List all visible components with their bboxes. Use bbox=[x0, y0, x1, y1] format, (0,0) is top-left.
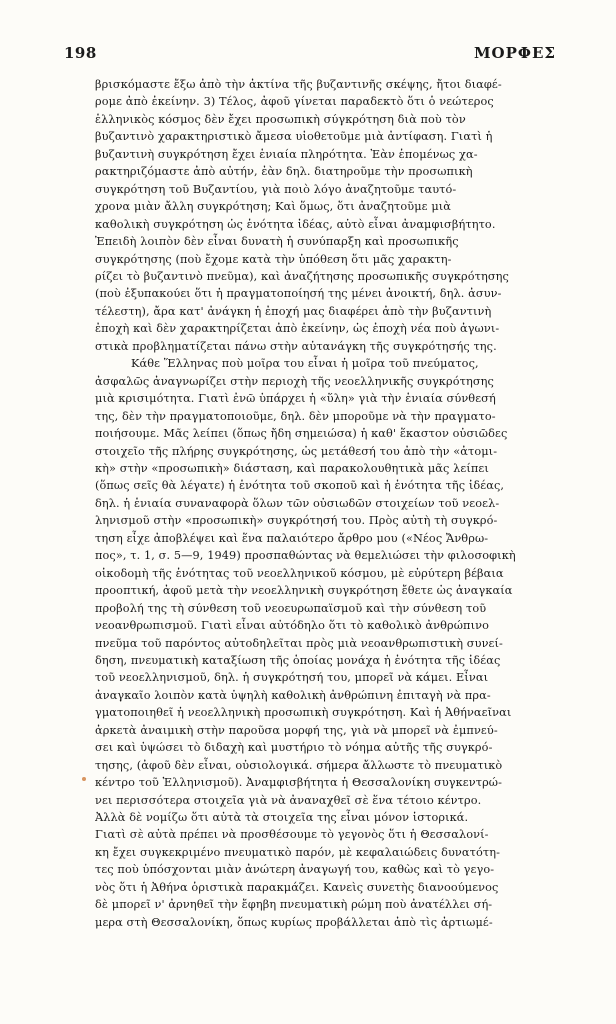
text-line: συγκρότησης (ποὺ ἔχομε κατὰ τὴν ὑπόθεση ὅτι μᾶς χαρακτη- bbox=[95, 252, 452, 266]
text-line: Ἐπειδὴ λοιπὸν δὲν εἶναι δυνατὴ ἡ συνύπαρξη καὶ προσωπικῆς bbox=[95, 235, 459, 249]
text-line: (ὅπως σεῖς θὰ λέγατε) ἡ ἑνότητα τοῦ σκοποῦ καὶ ἡ ἑνότητα τῆς ἰδέας, bbox=[95, 479, 505, 493]
text-line: νεοανθρωπισμοῦ. Γιατὶ εἶναι αὐτόδηλο ὅτι τὸ καθολικὸ ἀνθρώπινο bbox=[95, 619, 489, 633]
text-line: ληνισμοῦ στὴν «προσωπικὴ» συγκρότησή του. Πρὸς αὐτὴ τὴ συγκρό- bbox=[95, 514, 498, 528]
page-number: 198 bbox=[64, 44, 97, 62]
text-line: τηση εἶχε ἀποβλέψει καὶ ἕνα παλαιότερο ἄρθρο μου («Νέος Ἄνθρω- bbox=[95, 531, 489, 545]
running-head: ΜΟΡΦΕΣ bbox=[473, 44, 556, 62]
text-line: Ἀλλὰ δὲ νομίζω ὅτι αὐτὰ τὰ στοιχεῖα της εἶναι μόνον ἱστορικά. bbox=[95, 811, 469, 825]
text-line: ἀσφαλῶς ἀναγνωρίζει στὴν περιοχὴ τῆς νεοελληνικῆς συγκρότησης bbox=[95, 374, 494, 388]
text-line: συγκρότηση τοῦ Βυζαντίου, γιὰ ποιὸ λόγο ἀναζητοῦμε ταυτό- bbox=[95, 182, 457, 196]
text-line: νει περισσότερα στοιχεῖα γιὰ νὰ ἀναναχθεῖ σὲ ἕνα τέτοιο κέντρο. bbox=[95, 793, 482, 807]
text-line: βυζαντινὸ χαρακτηριστικὸ ἄμεσα υἱοθετοῦμε μιὰ ἀντίφαση. Γιατὶ ἡ bbox=[95, 130, 493, 144]
body-text bbox=[95, 76, 585, 931]
text-line: ρομε ἀπὸ ἐκείνην. 3) Τέλος, ἀφοῦ γίνεται παραδεκτὸ ὅτι ὁ νεώτερος bbox=[95, 95, 494, 109]
text-line: ἑλληνικὸς κόσμος δὲν ἔχει προσωπικὴ σύγκρότηση διὰ ποὺ τὸν bbox=[95, 112, 466, 126]
text-line: Γιατὶ σὲ αὐτὰ πρέπει νὰ προσθέσουμε τὸ γεγονὸς ὅτι ἡ Θεσσαλονί- bbox=[95, 828, 489, 842]
text-line: τοῦ νεοελληνισμοῦ, δηλ. ἡ συγκρότησή του, μπορεῖ νὰ κάμει. Εἶναι bbox=[95, 671, 489, 685]
text-line: προοπτική, ἀφοῦ μετὰ τὴν νεοελληνικὴ συγκρότηση ἔθετε ὡς ἀναγκαία bbox=[95, 584, 513, 598]
text-line: νὸς ὅτι ἡ Ἀθήνα ὁριστικὰ παρακμάζει. Κανεὶς συνετὴς διανοούμενος bbox=[95, 880, 499, 894]
text-line: πνεῦμα τοῦ παρόντος αὐτοδηλεῖται πρὸς μιὰ νεοανθρωπιστικὴ συνεί- bbox=[95, 636, 503, 650]
text-line: στοιχεῖο τῆς πλήρης συγκρότησης, ὡς μετάθεσή του ἀπὸ τὴν «ἀτομι- bbox=[95, 444, 498, 458]
text-line: ἐποχὴ καὶ δὲν χαρακτηρίζεται ἀπὸ ἐκείνην, ὡς ἐποχὴ νέα ποὺ ἀγωνι- bbox=[95, 322, 500, 336]
text-line: ρίζει τὸ βυζαντινὸ πνεῦμα), καὶ ἀναζήτησης προσωπικῆς συγκρότησης bbox=[95, 269, 509, 283]
text-line: κὴ» στὴν «προσωπικὴ» διάσταση, καὶ παρακολουθητικὰ μᾶς λείπει bbox=[95, 461, 489, 475]
text-line: κη ἔχει συγκεκριμένο πνευματικὸ παρόν, μὲ κεφαλαιώδεις δυνατότη- bbox=[95, 845, 501, 859]
paragraph-start-line: Κάθε Ἕλληνας ποὺ μοῖρα του εἶναι ἡ μοῖρα τοῦ πνεύματος, bbox=[131, 357, 479, 371]
text-line: δηση, πνευματικὴ καταξίωση τῆς ὁποίας μονάχα ἡ ἑνότητα τῆς ἰδέας bbox=[95, 653, 501, 667]
text-line: τες ποὺ ὑπόσχονται μιὰν ἀνώτερη ἀναγωγή του, καθὼς καὶ τὸ γεγο- bbox=[95, 863, 495, 877]
text-line: δηλ. ἡ ἑνιαία συναναφορὰ ὅλων τῶν οὐσιωδῶν στοιχείων τοῦ νεοελ- bbox=[95, 496, 500, 510]
text-line: ἀρκετὰ ἀναιμικὴ στὴν παροῦσα μορφή της, γιὰ νὰ μπορεῖ νὰ ἐμπνεύ- bbox=[95, 723, 498, 737]
text-line: κέντρο τοῦ Ἑλληνισμοῦ). Ἀναμφισβήτητα ἡ Θεσσαλονίκη συγκεντρώ- bbox=[95, 776, 503, 790]
text-line: ποιήσουμε. Μᾶς λείπει (ὅπως ἤδη σημειώσα) ἡ καθ' ἕκαστον οὐσιῶδες bbox=[95, 427, 508, 441]
text-line: ἀναγκαῖο λοιπὸν κατὰ ὑψηλὴ καθολικὴ ἀνθρώπινη ἐπιταγὴ νὰ πρα- bbox=[95, 688, 491, 702]
text-line: σει καὶ ὑψώσει τὸ διδαχὴ καὶ μυστήριο τὸ νόημα αὐτῆς τῆς συγκρό- bbox=[95, 741, 493, 755]
text-line: τέλεστη), ἄρα κατ' ἀνάγκη ἡ ἐποχή μας διαφέρει ἀπὸ τὴν βυζαντινὴ bbox=[95, 304, 492, 318]
text-line: πος», τ. 1, σ. 5—9, 1949) προσπαθώντας νὰ θεμελιώσει τὴν φιλοσοφικὴ bbox=[95, 549, 516, 563]
text-line: δὲ μπορεῖ ν' ἀρνηθεῖ τὴν ἔφηβη πνευματικὴ ρώμη ποὺ ἀνατέλλει σή- bbox=[95, 898, 493, 912]
text-line: βρισκόμαστε ἔξω ἀπὸ τὴν ἀκτίνα τῆς βυζαντινῆς σκέψης, ἤτοι διαφέ- bbox=[95, 78, 502, 91]
text-line: γματοποιηθεῖ ἡ νεοελληνικὴ προσωπικὴ συγκρότηση. Καὶ ἡ Ἀθήναεῖναι bbox=[95, 706, 512, 720]
text-line: προβολή της τὴ σύνθεση τοῦ νεοευρωπαϊσμοῦ καὶ τὴν σύνθεση τοῦ bbox=[95, 601, 487, 615]
text-line: χρονα μιὰν ἄλλη συγκρότηση; Καὶ ὅμως, ὅτι ἀναζητοῦμε μιὰ bbox=[95, 200, 452, 214]
text-line: μερα στὴ Θεσσαλονίκη, ὅπως κυρίως προβάλλεται ἀπὸ τὶς ἀρτιωμέ- bbox=[95, 915, 493, 929]
text-line: τησης, (ἀφοῦ δὲν εἶναι, οὐσιολογικά. σήμερα ἄλλωστε τὸ πνευματικὸ bbox=[95, 758, 503, 772]
text-line: ρακτηριζόμαστε ἀπὸ αὐτήν, ἐὰν δηλ. διατηροῦμε τὴν προσωπικὴ bbox=[95, 165, 473, 179]
text-line: βυζαντινὴ συγκρότηση ἔχει ἑνιαία πληρότητα. Ἐὰν ἑπομένως χα- bbox=[95, 147, 478, 161]
text-line: οἰκοδομὴ τῆς ἑνότητας τοῦ νεοελληνικοῦ κόσμου, μὲ εὐρύτερη βέβαια bbox=[95, 566, 504, 580]
text-line: (ποὺ ἐξυπακούει ὅτι ἡ πραγματοποίησή της μένει ἀνοικτή, δηλ. ἀσυν- bbox=[95, 287, 502, 301]
paper-speck bbox=[82, 777, 86, 781]
text-line: μιὰ κρισιμότητα. Γιατὶ ἐνῶ ὑπάρχει ἡ «ὕλη» γιὰ τὴν ἑνιαία σύνθεσή bbox=[95, 392, 496, 406]
text-line: στικὰ προβληματίζεται πάνω στὴν αὐτανάγκη τῆς συγκρότησής της. bbox=[95, 339, 497, 353]
text-line: καθολικὴ συγκρότηση ὡς ἑνότητα ἰδέας, αὐτὸ εἶναι ἀναμφισβήτητο. bbox=[95, 217, 496, 231]
text-line: της, δὲν τὴν πραγματοποιοῦμε, δηλ. δὲν μποροῦμε νὰ τὴν πραγματο- bbox=[95, 409, 496, 423]
